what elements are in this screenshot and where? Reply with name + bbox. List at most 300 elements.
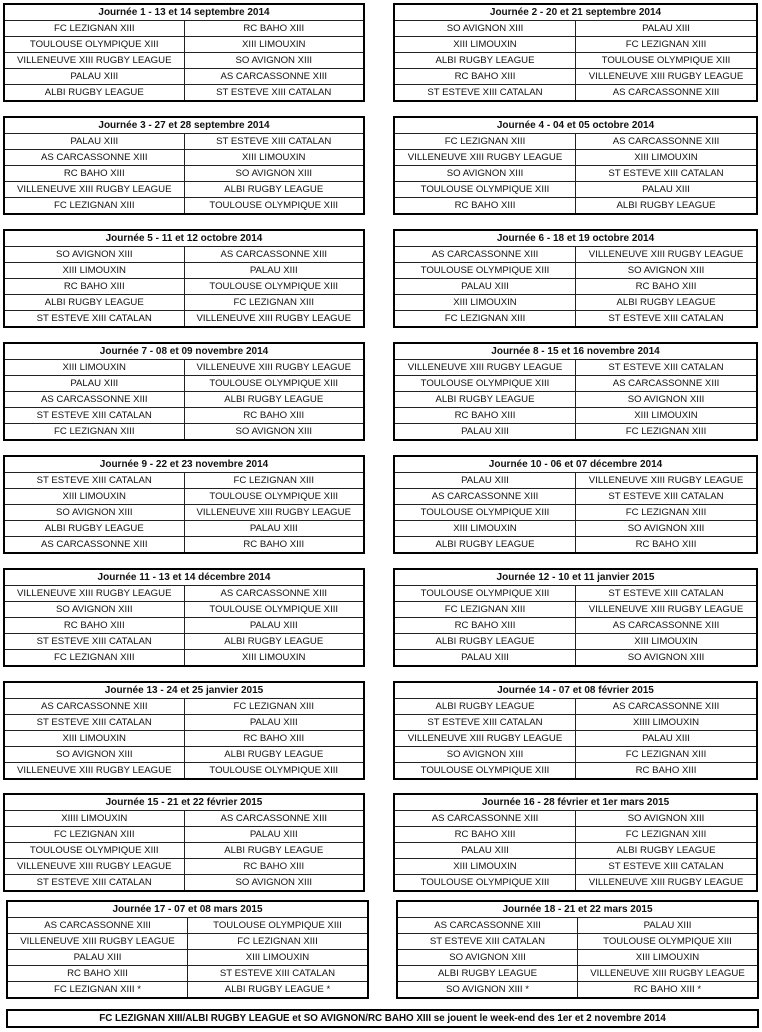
away-team: XIIII LIMOUXIN	[576, 715, 757, 731]
match-row	[395, 489, 756, 505]
away-team: VILLENEUVE XIII RUGBY LEAGUE	[576, 875, 757, 891]
journee-5-table	[3, 229, 365, 328]
match-row	[395, 602, 756, 618]
home-team: RC BAHO XIII	[5, 279, 184, 295]
match-row	[395, 875, 756, 891]
away-team: TOULOUSE OLYMPIQUE XIII	[184, 602, 363, 618]
away-team: ST ESTEVE XIII CATALAN	[576, 859, 757, 875]
away-team: XIII LIMOUXIN	[184, 37, 363, 53]
home-team: AS CARCASSONNE XIII	[395, 247, 576, 263]
journee-4-table	[393, 116, 758, 215]
journee-title: Journée 6 - 18 et 19 octobre 2014	[395, 231, 756, 247]
match-row	[5, 21, 363, 37]
match-row	[395, 715, 756, 731]
match-row	[395, 537, 756, 553]
home-team: FC LEZIGNAN XIII	[5, 198, 184, 214]
away-team: XIII LIMOUXIN	[576, 150, 757, 166]
match-row	[5, 715, 363, 731]
away-team: PALAU XIII	[576, 182, 757, 198]
home-team: TOULOUSE OLYMPIQUE XIII	[395, 505, 576, 521]
home-team: RC BAHO XIII	[5, 166, 184, 182]
home-team: FC LEZIGNAN XIII	[5, 424, 184, 440]
match-row	[5, 811, 363, 827]
home-team: PALAU XIII	[395, 650, 576, 666]
match-row	[395, 247, 756, 263]
match-row	[8, 934, 367, 950]
match-row	[395, 198, 756, 214]
journee-15-table	[3, 793, 365, 892]
match-row	[395, 811, 756, 827]
journee-title: Journée 9 - 22 et 23 novembre 2014	[5, 457, 363, 473]
away-team: SO AVIGNON XIII	[576, 811, 757, 827]
away-team: RC BAHO XIII	[184, 408, 363, 424]
away-team: TOULOUSE OLYMPIQUE XIII	[184, 763, 363, 779]
journee-title: Journée 8 - 15 et 16 novembre 2014	[395, 344, 756, 360]
away-team: RC BAHO XIII	[576, 763, 757, 779]
home-team: ST ESTEVE XIII CATALAN	[5, 473, 184, 489]
home-team: PALAU XIII	[395, 424, 576, 440]
home-team: AS CARCASSONNE XIII	[398, 918, 578, 934]
away-team: AS CARCASSONNE XIII	[184, 247, 363, 263]
journee-title: Journée 16 - 28 février et 1er mars 2015	[395, 795, 756, 811]
home-team: XIIII LIMOUXIN	[5, 811, 184, 827]
home-team: FC LEZIGNAN XIII	[395, 134, 576, 150]
home-team: SO AVIGNON XIII *	[398, 982, 578, 998]
match-row	[395, 747, 756, 763]
away-team: RC BAHO XIII	[184, 537, 363, 553]
match-row	[395, 424, 756, 440]
home-team: AS CARCASSONNE XIII	[5, 150, 184, 166]
home-team: RC BAHO XIII	[395, 618, 576, 634]
home-team: SO AVIGNON XIII	[5, 247, 184, 263]
match-row	[8, 918, 367, 934]
away-team: VILLENEUVE XIII RUGBY LEAGUE	[578, 966, 758, 982]
match-row	[5, 859, 363, 875]
home-team: PALAU XIII	[395, 279, 576, 295]
home-team: AS CARCASSONNE XIII	[8, 918, 188, 934]
away-team: VILLENEUVE XIII RUGBY LEAGUE	[576, 247, 757, 263]
home-team: XIII LIMOUXIN	[395, 521, 576, 537]
journee-9-table	[3, 455, 365, 554]
away-team: TOULOUSE OLYMPIQUE XIII	[576, 53, 757, 69]
home-team: AS CARCASSONNE XIII	[5, 392, 184, 408]
away-team: SO AVIGNON XIII	[576, 392, 757, 408]
home-team: ALBI RUGBY LEAGUE	[395, 537, 576, 553]
match-row	[398, 918, 757, 934]
match-row	[5, 392, 363, 408]
home-team: RC BAHO XIII	[5, 618, 184, 634]
match-row	[395, 408, 756, 424]
journee-title: Journée 2 - 20 et 21 septembre 2014	[395, 5, 756, 21]
match-row	[5, 699, 363, 715]
away-team: VILLENEUVE XIII RUGBY LEAGUE	[184, 311, 363, 327]
match-row	[5, 537, 363, 553]
match-row	[5, 247, 363, 263]
home-team: ALBI RUGBY LEAGUE	[395, 634, 576, 650]
journee-12-table	[393, 568, 758, 667]
away-team: RC BAHO XIII	[184, 21, 363, 37]
home-team: XIII LIMOUXIN	[5, 263, 184, 279]
home-team: SO AVIGNON XIII	[5, 505, 184, 521]
home-team: RC BAHO XIII	[395, 827, 576, 843]
journee-title: Journée 12 - 10 et 11 janvier 2015	[395, 570, 756, 586]
home-team: XIII LIMOUXIN	[5, 360, 184, 376]
away-team: SO AVIGNON XIII	[184, 166, 363, 182]
home-team: RC BAHO XIII	[395, 408, 576, 424]
away-team: VILLENEUVE XIII RUGBY LEAGUE	[576, 602, 757, 618]
home-team: FC LEZIGNAN XIII	[5, 827, 184, 843]
match-row	[5, 134, 363, 150]
home-team: AS CARCASSONNE XIII	[395, 489, 576, 505]
home-team: XIII LIMOUXIN	[395, 295, 576, 311]
away-team: SO AVIGNON XIII	[576, 521, 757, 537]
away-team: AS CARCASSONNE XIII	[184, 586, 363, 602]
home-team: FC LEZIGNAN XIII *	[8, 982, 188, 998]
journee-title: Journée 5 - 11 et 12 octobre 2014	[5, 231, 363, 247]
away-team: XIII LIMOUXIN	[576, 408, 757, 424]
match-row	[5, 263, 363, 279]
away-team: FC LEZIGNAN XIII	[576, 747, 757, 763]
match-row	[395, 650, 756, 666]
home-team: PALAU XIII	[5, 376, 184, 392]
away-team: ALBI RUGBY LEAGUE	[184, 634, 363, 650]
match-row	[395, 843, 756, 859]
away-team: ST ESTEVE XIII CATALAN	[184, 134, 363, 150]
match-row	[5, 424, 363, 440]
away-team: ALBI RUGBY LEAGUE	[184, 747, 363, 763]
home-team: XIII LIMOUXIN	[5, 489, 184, 505]
match-row	[5, 602, 363, 618]
away-team: PALAU XIII	[184, 827, 363, 843]
home-team: TOULOUSE OLYMPIQUE XIII	[395, 182, 576, 198]
away-team: TOULOUSE OLYMPIQUE XIII	[188, 918, 368, 934]
match-row	[5, 311, 363, 327]
home-team: VILLENEUVE XIII RUGBY LEAGUE	[5, 859, 184, 875]
match-row	[5, 85, 363, 101]
away-team: TOULOUSE OLYMPIQUE XIII	[184, 376, 363, 392]
away-team: ALBI RUGBY LEAGUE	[184, 843, 363, 859]
match-row	[5, 650, 363, 666]
journee-7-table	[3, 342, 365, 441]
away-team: FC LEZIGNAN XIII	[184, 473, 363, 489]
away-team: PALAU XIII	[184, 263, 363, 279]
away-team: FC LEZIGNAN XIII	[576, 505, 757, 521]
home-team: ALBI RUGBY LEAGUE	[398, 966, 578, 982]
journee-1-table	[3, 3, 365, 102]
home-team: FC LEZIGNAN XIII	[5, 650, 184, 666]
home-team: SO AVIGNON XIII	[395, 747, 576, 763]
away-team: XIII LIMOUXIN	[184, 150, 363, 166]
match-row	[5, 473, 363, 489]
match-row	[395, 473, 756, 489]
away-team: AS CARCASSONNE XIII	[576, 85, 757, 101]
away-team: TOULOUSE OLYMPIQUE XIII	[578, 934, 758, 950]
home-team: SO AVIGNON XIII	[398, 950, 578, 966]
home-team: TOULOUSE OLYMPIQUE XIII	[395, 586, 576, 602]
match-row	[5, 843, 363, 859]
home-team: RC BAHO XIII	[395, 198, 576, 214]
journee-title: Journée 1 - 13 et 14 septembre 2014	[5, 5, 363, 21]
match-row	[395, 634, 756, 650]
home-team: FC LEZIGNAN XIII	[395, 602, 576, 618]
match-row	[395, 85, 756, 101]
match-row	[5, 763, 363, 779]
home-team: ALBI RUGBY LEAGUE	[395, 53, 576, 69]
match-row	[395, 134, 756, 150]
journee-title: Journée 18 - 21 et 22 mars 2015	[398, 902, 757, 918]
away-team: AS CARCASSONNE XIII	[576, 618, 757, 634]
away-team: FC LEZIGNAN XIII	[184, 699, 363, 715]
match-row	[395, 279, 756, 295]
match-row	[5, 53, 363, 69]
journee-title: Journée 17 - 07 et 08 mars 2015	[8, 902, 367, 918]
away-team: ALBI RUGBY LEAGUE	[184, 182, 363, 198]
match-row	[395, 827, 756, 843]
away-team: TOULOUSE OLYMPIQUE XIII	[184, 279, 363, 295]
home-team: RC BAHO XIII	[395, 69, 576, 85]
match-row	[395, 376, 756, 392]
journee-title: Journée 3 - 27 et 28 septembre 2014	[5, 118, 363, 134]
match-row	[395, 182, 756, 198]
match-row	[5, 827, 363, 843]
match-row	[398, 950, 757, 966]
match-row	[5, 279, 363, 295]
match-row	[5, 150, 363, 166]
away-team: ST ESTEVE XIII CATALAN	[188, 966, 368, 982]
match-row	[5, 182, 363, 198]
match-row	[5, 731, 363, 747]
journee-8-table	[393, 342, 758, 441]
match-row	[395, 295, 756, 311]
away-team: RC BAHO XIII	[184, 731, 363, 747]
journee-11-table	[3, 568, 365, 667]
home-team: VILLENEUVE XIII RUGBY LEAGUE	[8, 934, 188, 950]
match-row	[398, 934, 757, 950]
match-row	[5, 408, 363, 424]
match-row	[8, 950, 367, 966]
away-team: FC LEZIGNAN XIII	[184, 295, 363, 311]
match-row	[5, 37, 363, 53]
away-team: AS CARCASSONNE XIII	[184, 69, 363, 85]
match-row	[5, 747, 363, 763]
home-team: SO AVIGNON XIII	[395, 166, 576, 182]
away-team: ALBI RUGBY LEAGUE	[576, 295, 757, 311]
match-row	[395, 763, 756, 779]
away-team: ST ESTEVE XIII CATALAN	[576, 586, 757, 602]
match-row	[5, 295, 363, 311]
home-team: PALAU XIII	[395, 843, 576, 859]
match-row	[398, 966, 757, 982]
journee-title: Journée 4 - 04 et 05 octobre 2014	[395, 118, 756, 134]
journee-3-table	[3, 116, 365, 215]
away-team: RC BAHO XIII *	[578, 982, 758, 998]
journee-title: Journée 14 - 07 et 08 février 2015	[395, 683, 756, 699]
match-row	[5, 875, 363, 891]
home-team: XIII LIMOUXIN	[5, 731, 184, 747]
journee-13-table	[3, 681, 365, 780]
match-row	[5, 634, 363, 650]
home-team: VILLENEUVE XIII RUGBY LEAGUE	[5, 53, 184, 69]
match-row	[395, 263, 756, 279]
home-team: AS CARCASSONNE XIII	[5, 537, 184, 553]
home-team: AS CARCASSONNE XIII	[395, 811, 576, 827]
home-team: ALBI RUGBY LEAGUE	[5, 521, 184, 537]
journee-18-table	[396, 900, 759, 999]
match-row	[395, 505, 756, 521]
home-team: ST ESTEVE XIII CATALAN	[395, 85, 576, 101]
match-row	[5, 166, 363, 182]
home-team: ST ESTEVE XIII CATALAN	[5, 311, 184, 327]
home-team: SO AVIGNON XIII	[5, 747, 184, 763]
away-team: ALBI RUGBY LEAGUE	[576, 843, 757, 859]
away-team: ST ESTEVE XIII CATALAN	[184, 85, 363, 101]
away-team: XIII LIMOUXIN	[576, 634, 757, 650]
away-team: FC LEZIGNAN XIII	[188, 934, 368, 950]
home-team: XIII LIMOUXIN	[395, 37, 576, 53]
home-team: ST ESTEVE XIII CATALAN	[398, 934, 578, 950]
away-team: SO AVIGNON XIII	[184, 424, 363, 440]
match-row	[395, 521, 756, 537]
away-team: ST ESTEVE XIII CATALAN	[576, 489, 757, 505]
away-team: VILLENEUVE XIII RUGBY LEAGUE	[184, 360, 363, 376]
away-team: SO AVIGNON XIII	[184, 875, 363, 891]
away-team: XIII LIMOUXIN	[578, 950, 758, 966]
match-row	[5, 360, 363, 376]
match-row	[5, 376, 363, 392]
away-team: VILLENEUVE XIII RUGBY LEAGUE	[184, 505, 363, 521]
match-row	[5, 618, 363, 634]
home-team: VILLENEUVE XIII RUGBY LEAGUE	[395, 731, 576, 747]
away-team: PALAU XIII	[184, 618, 363, 634]
away-team: SO AVIGNON XIII	[576, 263, 757, 279]
away-team: PALAU XIII	[576, 731, 757, 747]
away-team: ALBI RUGBY LEAGUE	[184, 392, 363, 408]
match-row	[8, 982, 367, 998]
journee-14-table	[393, 681, 758, 780]
away-team: SO AVIGNON XIII	[576, 650, 757, 666]
journee-title: Journée 13 - 24 et 25 janvier 2015	[5, 683, 363, 699]
match-row	[395, 69, 756, 85]
match-row	[395, 618, 756, 634]
home-team: VILLENEUVE XIII RUGBY LEAGUE	[5, 763, 184, 779]
home-team: VILLENEUVE XIII RUGBY LEAGUE	[395, 150, 576, 166]
home-team: TOULOUSE OLYMPIQUE XIII	[395, 263, 576, 279]
away-team: TOULOUSE OLYMPIQUE XIII	[184, 489, 363, 505]
home-team: SO AVIGNON XIII	[5, 602, 184, 618]
away-team: TOULOUSE OLYMPIQUE XIII	[184, 198, 363, 214]
away-team: ALBI RUGBY LEAGUE	[576, 198, 757, 214]
away-team: ST ESTEVE XIII CATALAN	[576, 311, 757, 327]
journee-2-table	[393, 3, 758, 102]
match-row	[395, 311, 756, 327]
home-team: ALBI RUGBY LEAGUE	[395, 699, 576, 715]
away-team: XIII LIMOUXIN	[188, 950, 368, 966]
match-row	[5, 198, 363, 214]
away-team: PALAU XIII	[184, 715, 363, 731]
home-team: ALBI RUGBY LEAGUE	[5, 295, 184, 311]
home-team: TOULOUSE OLYMPIQUE XIII	[395, 763, 576, 779]
journee-title: Journée 11 - 13 et 14 décembre 2014	[5, 570, 363, 586]
away-team: SO AVIGNON XIII	[184, 53, 363, 69]
away-team: RC BAHO XIII	[576, 279, 757, 295]
home-team: VILLENEUVE XIII RUGBY LEAGUE	[395, 360, 576, 376]
match-row	[5, 521, 363, 537]
match-row	[8, 966, 367, 982]
home-team: VILLENEUVE XIII RUGBY LEAGUE	[5, 586, 184, 602]
home-team: TOULOUSE OLYMPIQUE XIII	[5, 843, 184, 859]
match-row	[398, 982, 757, 998]
home-team: TOULOUSE OLYMPIQUE XIII	[395, 376, 576, 392]
away-team: FC LEZIGNAN XIII	[576, 827, 757, 843]
home-team: ALBI RUGBY LEAGUE	[5, 85, 184, 101]
home-team: PALAU XIII	[5, 69, 184, 85]
away-team: AS CARCASSONNE XIII	[184, 811, 363, 827]
away-team: ST ESTEVE XIII CATALAN	[576, 360, 757, 376]
home-team: ST ESTEVE XIII CATALAN	[395, 715, 576, 731]
journee-16-table	[393, 793, 758, 892]
journee-title: Journée 7 - 08 et 09 novembre 2014	[5, 344, 363, 360]
match-row	[5, 505, 363, 521]
away-team: PALAU XIII	[576, 21, 757, 37]
home-team: ST ESTEVE XIII CATALAN	[5, 634, 184, 650]
away-team: ST ESTEVE XIII CATALAN	[576, 166, 757, 182]
match-row	[395, 731, 756, 747]
journee-10-table	[393, 455, 758, 554]
away-team: XIII LIMOUXIN	[184, 650, 363, 666]
match-row	[395, 37, 756, 53]
journee-title: Journée 15 - 21 et 22 février 2015	[5, 795, 363, 811]
home-team: TOULOUSE OLYMPIQUE XIII	[5, 37, 184, 53]
away-team: AS CARCASSONNE XIII	[576, 376, 757, 392]
home-team: ST ESTEVE XIII CATALAN	[5, 408, 184, 424]
home-team: VILLENEUVE XIII RUGBY LEAGUE	[5, 182, 184, 198]
match-row	[395, 150, 756, 166]
match-row	[5, 69, 363, 85]
match-row	[395, 586, 756, 602]
home-team: SO AVIGNON XIII	[395, 21, 576, 37]
match-row	[395, 392, 756, 408]
home-team: RC BAHO XIII	[8, 966, 188, 982]
away-team: PALAU XIII	[184, 521, 363, 537]
match-row	[395, 859, 756, 875]
footnote-rescheduled-matches: FC LEZIGNAN XIII/ALBI RUGBY LEAGUE et SO AVIGNON/RC BAHO XIII se jouent le week-end des 1er et 2 novembre 2014	[6, 1009, 759, 1028]
match-row	[395, 699, 756, 715]
away-team: AS CARCASSONNE XIII	[576, 699, 757, 715]
match-row	[5, 489, 363, 505]
home-team: XIII LIMOUXIN	[395, 859, 576, 875]
away-team: AS CARCASSONNE XIII	[576, 134, 757, 150]
match-row	[395, 21, 756, 37]
away-team: FC LEZIGNAN XIII	[576, 424, 757, 440]
home-team: AS CARCASSONNE XIII	[5, 699, 184, 715]
away-team: RC BAHO XIII	[184, 859, 363, 875]
home-team: FC LEZIGNAN XIII	[5, 21, 184, 37]
away-team: VILLENEUVE XIII RUGBY LEAGUE	[576, 69, 757, 85]
away-team: PALAU XIII	[578, 918, 758, 934]
match-row	[395, 53, 756, 69]
journee-6-table	[393, 229, 758, 328]
home-team: PALAU XIII	[5, 134, 184, 150]
away-team: VILLENEUVE XIII RUGBY LEAGUE	[576, 473, 757, 489]
journee-17-table	[6, 900, 369, 999]
match-row	[5, 586, 363, 602]
away-team: RC BAHO XIII	[576, 537, 757, 553]
home-team: ALBI RUGBY LEAGUE	[395, 392, 576, 408]
match-row	[395, 166, 756, 182]
home-team: FC LEZIGNAN XIII	[395, 311, 576, 327]
home-team: ST ESTEVE XIII CATALAN	[5, 875, 184, 891]
home-team: TOULOUSE OLYMPIQUE XIII	[395, 875, 576, 891]
